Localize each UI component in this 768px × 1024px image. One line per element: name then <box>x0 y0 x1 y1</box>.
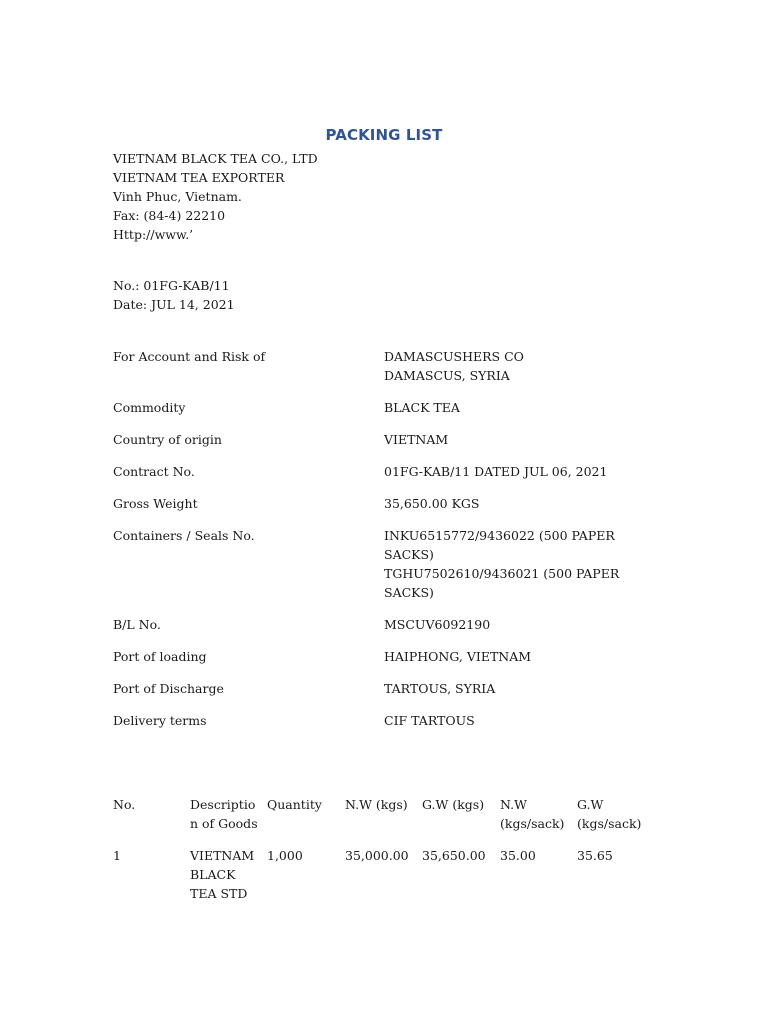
detail-label: Commodity <box>113 400 186 415</box>
detail-label: Gross Weight <box>113 496 198 511</box>
column-header: G.W <box>577 797 604 812</box>
column-header: Descriptio <box>190 797 256 812</box>
company-tagline: VIETNAM TEA EXPORTER <box>113 170 285 185</box>
detail-value: DAMASCUS, SYRIA <box>384 368 510 383</box>
document-date: Date: JUL 14, 2021 <box>113 297 235 312</box>
company-name: VIETNAM BLACK TEA CO., LTD <box>113 151 318 166</box>
table-cell: 1 <box>113 848 121 863</box>
detail-value: CIF TARTOUS <box>384 713 475 728</box>
detail-value: SACKS) <box>384 585 434 600</box>
detail-value: 35,650.00 KGS <box>384 496 480 511</box>
company-fax: Fax: (84-4) 22210 <box>113 208 226 223</box>
company-website: Http://www.’ <box>113 227 194 242</box>
detail-value: SACKS) <box>384 547 434 562</box>
detail-value: 01FG-KAB/11 DATED JUL 06, 2021 <box>384 464 608 479</box>
column-header: (kgs/sack) <box>500 816 565 831</box>
column-header: n of Goods <box>190 816 258 831</box>
detail-label: Contract No. <box>113 464 195 479</box>
detail-value: INKU6515772/9436022 (500 PAPER <box>384 528 615 543</box>
document-title: PACKING LIST <box>325 126 443 144</box>
table-cell: 35,000.00 <box>345 848 409 863</box>
column-header: No. <box>113 797 136 812</box>
detail-value: TGHU7502610/9436021 (500 PAPER <box>384 566 620 581</box>
detail-value: MSCUV6092190 <box>384 617 491 632</box>
table-cell: BLACK <box>190 867 236 882</box>
detail-label: Delivery terms <box>113 713 207 728</box>
column-header: N.W <box>500 797 527 812</box>
detail-value: TARTOUS, SYRIA <box>384 681 496 696</box>
detail-value: BLACK TEA <box>384 400 460 415</box>
detail-value: HAIPHONG, VIETNAM <box>384 649 532 664</box>
document-number: No.: 01FG-KAB/11 <box>113 278 230 293</box>
table-cell: 35,650.00 <box>422 848 486 863</box>
detail-label: Containers / Seals No. <box>113 528 255 543</box>
column-header: N.W (kgs) <box>345 797 408 812</box>
detail-value: DAMASCUSHERS CO <box>384 349 524 364</box>
detail-label: Port of loading <box>113 649 207 664</box>
table-cell: 35.00 <box>500 848 536 863</box>
table-cell: VIETNAM <box>190 848 255 863</box>
company-address: Vinh Phuc, Vietnam. <box>113 189 242 204</box>
detail-label: For Account and Risk of <box>113 349 266 364</box>
column-header: Quantity <box>267 797 322 812</box>
table-cell: 35.65 <box>577 848 613 863</box>
detail-label: Port of Discharge <box>113 681 224 696</box>
detail-label: Country of origin <box>113 432 222 447</box>
table-cell: TEA STD <box>190 886 248 901</box>
detail-label: B/L No. <box>113 617 161 632</box>
column-header: G.W (kgs) <box>422 797 485 812</box>
detail-value: VIETNAM <box>384 432 449 447</box>
table-cell: 1,000 <box>267 848 303 863</box>
column-header: (kgs/sack) <box>577 816 642 831</box>
